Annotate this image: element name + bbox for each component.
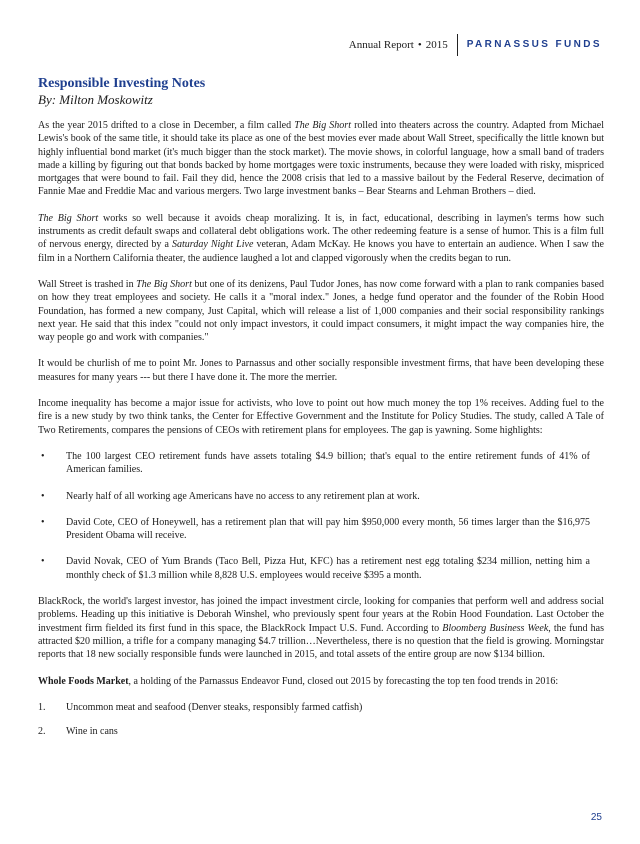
highlight-text: David Cote, CEO of Honeywell, has a retirement plan that will pay him $950,000 every month, 56 times larger than the $16,975 President Obama will receive. — [66, 516, 590, 542]
report-year: 2015 — [425, 39, 448, 51]
p2-text-a: works so well because it avoids cheap moralizing. It is, in fact, educational, describing in laymen's terms how such instruments as credit default swaps and collateral debt obligations work. The other redeeming feature is a sense of humor. This is a film full of nervous energy, directed by a — [38, 212, 604, 251]
food-trends-list — [38, 701, 604, 739]
page-number: 25 — [590, 812, 602, 823]
list-item — [38, 490, 604, 503]
paragraph-1 — [38, 119, 604, 199]
list-item — [38, 516, 604, 543]
paragraph-2 — [38, 212, 604, 265]
p2-show-title: Saturday Night Live — [172, 239, 254, 251]
article-body — [38, 76, 604, 749]
p6-text-b: , the fund has attracted $20 million, a trifle for a company managing $4.7 trillion…Nevertheless, there is no question that the field is growing. Morningstar reports that 18 new socially responsible funds were launched in 2015, and total assets of the entire group are now $134 billion. — [38, 622, 604, 661]
header-separator: • — [417, 39, 422, 51]
list-number: 1. — [38, 701, 46, 713]
list-item — [38, 701, 604, 714]
page-header — [349, 38, 602, 56]
brand-name: PARNASSUS FUNDS — [466, 39, 602, 50]
report-label — [349, 38, 457, 51]
report-name: Annual Report — [348, 39, 414, 51]
list-item — [38, 725, 604, 738]
p1-film-title: The Big Short — [294, 120, 351, 131]
bullet-icon: • — [41, 556, 45, 568]
bullet-icon: • — [41, 450, 45, 462]
p3-text-b: but one of its denizens, Paul Tudor Jones, has now come forward with a plan to rank companies based on how they treat employees and society. He calls it a "moral index." Jones, a hedge fund operator and the founder of the Robin Hood Foundation, has formed a new company, Just Capital, which will release a list of 1,000 companies and their social responsibility rankings next year. He said that this index "could not only impact investors, it could impact consumers, it might impact the way companies hire, the way people go and work with companies." — [38, 278, 604, 344]
list-item — [38, 450, 604, 477]
paragraph-4: It would be churlish of me to point Mr. Jones to Parnassus and other socially responsible investment firms, that have been developing these measures for many years --- but there I have done it. The more the merrier. — [38, 358, 604, 383]
highlights-list — [38, 450, 604, 582]
paragraph-6 — [38, 595, 604, 661]
p7-text-a: , a holding of the Parnassus Endeavor Fund, closed out 2015 by forecasting the top ten food trends in 2016: — [128, 675, 559, 687]
article-byline: By: Milton Moskowitz — [38, 92, 153, 107]
p1-text-a: As the year 2015 drifted to a close in December, a film called — [38, 120, 295, 131]
paragraph-5: Income inequality has become a major issue for activists, who love to point out how much money the top 1% receives. Adding fuel to the fire is a new study by two think tanks, the Center for Effective Government and the Institute for Policy Studies. The study, called A Tale of Two Retirements, compares the pensions of CEOs with retirement plans for employees. The gap is yawning. Some highlights: — [38, 398, 604, 436]
bullet-icon: • — [41, 516, 45, 528]
list-number: 2. — [38, 726, 46, 738]
highlight-text: Nearly half of all working age Americans have no access to any retirement plan at work. — [66, 490, 420, 502]
p7-company: Whole Foods Market — [38, 675, 129, 687]
highlight-text: David Novak, CEO of Yum Brands (Taco Bell, Pizza Hut, KFC) has a retirement nest egg totaling $234 million, netting him a monthly check of $1.3 million while 8,828 U.S. employees would receive $395 a month. — [66, 556, 590, 581]
p3-text-a: Wall Street is trashed in — [38, 278, 137, 290]
article-title: Responsible Investing Notes — [38, 76, 206, 91]
paragraph-3 — [38, 278, 604, 344]
p1-text-b: rolled into theaters across the country. Adapted from Michael Lewis's book of the same title, it should take its place as one of the best movies ever made about Wall Street, specifically the little known but highly influential bond market (it's much bigger than the stock market). The movie shows, in colorful language, how a small band of traders made a killing by figuring out that bonds backed by home mortgages were toxic instruments, because they were loaded with risky, mispriced mortgages that were bound to fail. Fail they did, hence the 2008 crisis that led to a massive bailout by the Federal Reserve, decimation of Fannie Mae and Freddie Mac and various mergers. Two large investment banks – Bear Stearns and Lehman Brothers – died. — [38, 120, 605, 198]
paragraph-7 — [38, 675, 604, 688]
trend-text: Wine in cans — [66, 726, 118, 738]
trend-text: Uncommon meat and seafood (Denver steaks, responsibly farmed catfish) — [66, 701, 363, 713]
p2-text-b: veteran, Adam McKay. He knows you have to entertain an audience. When I saw the film in a Northern California theater, the audience laughed a lot and clapped vigorously when the credits began to run. — [38, 239, 605, 264]
highlight-text: The 100 largest CEO retirement funds have assets totaling $4.9 billion; that's equal to the entire retirement funds of 41% of American families. — [66, 450, 590, 476]
p6-publication: Bloomberg Business Week — [442, 622, 549, 634]
p3-film-title: The Big Short — [136, 278, 192, 290]
p2-film-title: The Big Short — [38, 212, 99, 224]
bullet-icon: • — [41, 490, 45, 502]
p6-text-a: BlackRock, the world's largest investor, has joined the impact investment circle, looking for companies that perform well and address social problems. Heading up this initiative is Deborah Winshel, who previously spent four years at the Robin Hood Foundation. Last October the investment firm fielded its first fund in this space, the BlackRock Impact U.S. Fund. According to — [38, 596, 604, 634]
list-item — [38, 555, 604, 582]
